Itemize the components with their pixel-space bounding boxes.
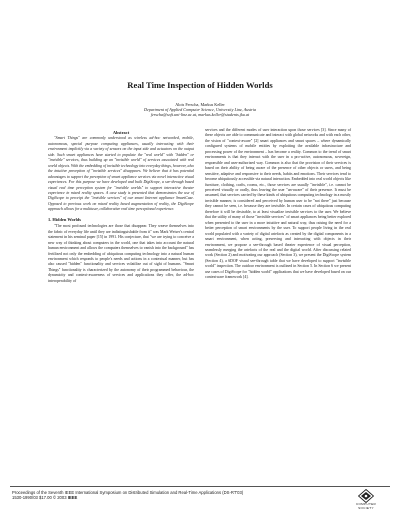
author-names: Alois Ferscha, Markus Keller bbox=[175, 102, 225, 107]
footer-ieee: IEEE bbox=[67, 495, 78, 501]
logo-line-1: COMPUTER bbox=[355, 502, 377, 506]
author-affiliation: Department of Applied Computer Science, University Linz, Austria bbox=[143, 107, 257, 113]
author-emails: ferscha@soft.uni-linz.ac.at, markus.keller@students.jku.at bbox=[150, 112, 250, 118]
left-column bbox=[48, 128, 194, 285]
abstract-text: "Smart Things" are commonly understood as wireless ad-hoc networked, mobile, autonomous, special purpose computing appliances, usually interacting with their environment implicitly via a variety of sensors on the input side and actuators on the output side. Such smart appliances have started to populate the "real world" with "hidden" or "invisible" services, thus building up an "invisible world" of services associated with real world objects. With the embedding of invisible technology into everyday things, however, also the intuitive perception of "invisible services" disappears. We believe that it has potential advantages to support the perception of smart appliance services via novel interactive visual experiences. For this purpose we have developed and built DigiScope, a see-through based visual real time perception system for "invisible worlds" to support interactive theater experience in mixed reality spaces. A case study is presented that demonstrates the use of DigiScope to perceipt the "invisible services" of our smart Internet appliance SmartCase. Opposed to previous work on mixed reality based augmentation of reality, the DigiScope approach allows for a multiuser, collaborative real time perceptional experience. bbox=[48, 136, 194, 212]
section-1-paragraph-2: services and the different modes of user interaction upon those services [3]. Since many of these objects are able to communicate and interact with global networks and with each other, the vision of "context-aware" [2] smart appliances and smart spaces – where dynamically configured systems of mobile entities by exploiting the available infrastructure and processing power of the environment – has become a reality. Common to the trend of smart environments is that they interact with the user in a pro-active, autonomous, sovereign, responsible and user-authorized way. Common is also that the provision of their services is based on their ability of being aware of the presence of other objects or users, and being sensitive, adaptive and responsive to their needs, habits and emotions. Their services tend to become ubiquitously accessible via natural interaction. Embedded into real world objects like furniture, clothing, crafts, rooms, etc., those services are usually "invisible", i.e. cannot be perceived visually or orally, thus leaving the user "un-aware" of their presence. It must be assumed, that services carried by these kinds of ubiquitous computing technology in a mostly invisible manner, is considered and perceived by human user to be "not there" just because they cannot be seen, i.e. because they are invisible. In certain cases of ubiquitous computing therefore it will be desirable, to at least visualize invisible services to the user. We believe that the utility of many of those "invisible services" of smart appliances being better explored when presented to the user in a more intuitive and natural way, thus raising the need for a better perception of smart environments by the user. To support people living in the real world populated with a variety of digital artefacts as created by the digital components in a smart environment, when acting, preserving and interacting with objects in their environment, we propose a see-through based theater experience of visual perception, seamlessly merging the artefacts of the real and the digital world. After discussing related work (Section 2) and motivating our approach (Section 3), we present the DigiScope system (Section 4), a 6DOF visual see-through table that we have developed to support "invisible world" inspection. The outdoor environment is outlined in Section 5. In Section 6 we present use cases of DigiScope for "hidden world" applications that we have developed based on our contextware framework [4]. bbox=[205, 128, 351, 280]
author-block bbox=[0, 102, 400, 118]
footer-divider bbox=[10, 486, 390, 487]
section-1-heading: 1. Hidden Worlds bbox=[48, 216, 81, 222]
computer-society-logo bbox=[341, 489, 391, 513]
abstract-heading: Abstract bbox=[112, 130, 130, 135]
logo-line-2: SOCIETY bbox=[358, 505, 374, 510]
section-1-paragraph-1: "The most profound technologies are those that disappear. They weave themselves into the fabric of everyday life until they are indistinguishable from it" was Mark Weiser's central statement in his seminal paper [15] in 1991. His conjecture, that "we are trying to conceive a new way of thinking about computers in the world, one that takes into account the natural human environment and allows the computers themselves to vanish into the background" has fertilized not only the embedding of ubiquitous computing technology into a natural human environment which responds to people's needs and actions in a contextual manner, but has also caused "hidden" functionality and services volatilize out of sight of humans. "Smart Things" functionality is characterized by the autonomy of their programmed behaviour, the dynamicity and context-awareness of services and applications they offer, the ad-hoc interoperability of bbox=[48, 224, 194, 283]
right-column bbox=[205, 128, 351, 282]
proceedings-footer bbox=[12, 490, 243, 501]
footer-price-copyright: 1530-1990/03 $17.00 © 2003 bbox=[12, 495, 68, 501]
ieee-emblem-icon bbox=[358, 489, 374, 503]
paper-title: Real Time Inspection of Hidden Worlds bbox=[127, 80, 273, 90]
footer-proceedings-line: Proceedings of the Seventh IEEE International Symposium on Distributed Simulation and Real-Time Applications (DS-RT'03) bbox=[12, 490, 244, 495]
footer-copyright-line bbox=[12, 495, 243, 500]
